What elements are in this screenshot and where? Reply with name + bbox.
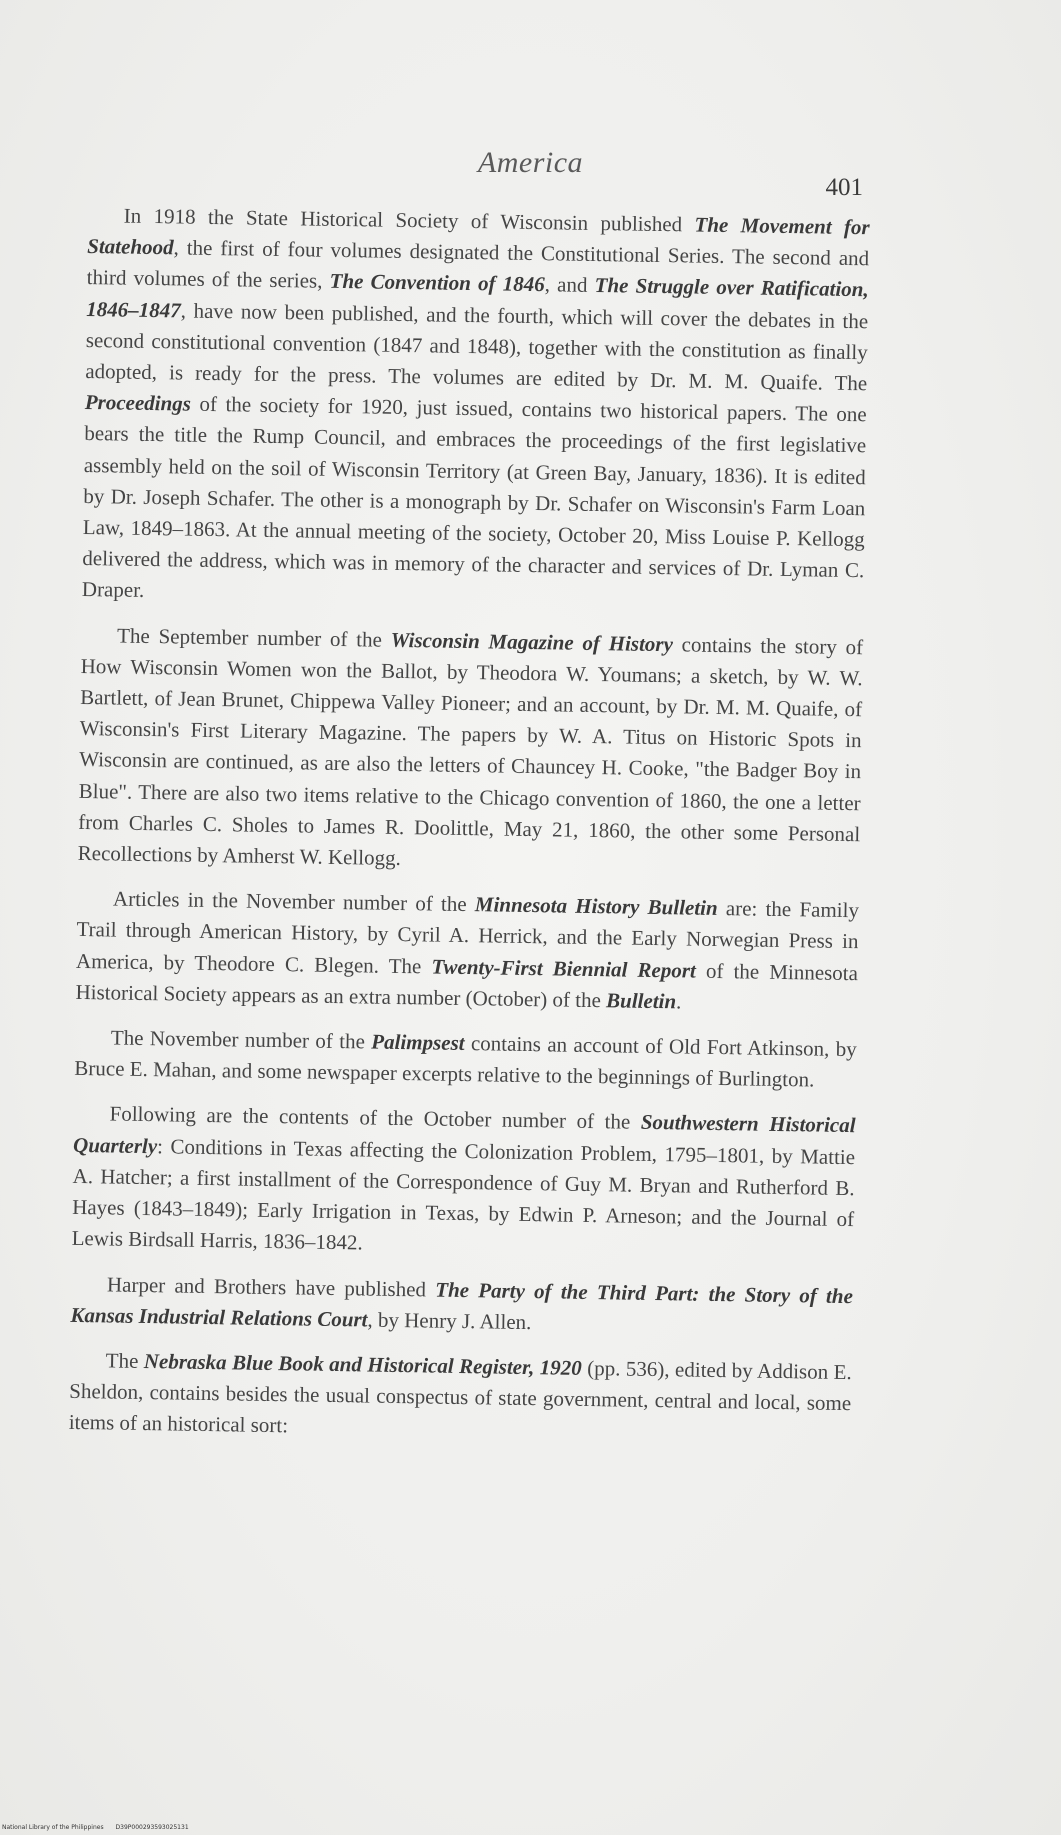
paragraph	[70, 1268, 853, 1343]
text-run: Harper and Brothers have published	[106, 1271, 436, 1302]
text-run: contains the story of How Wisconsin Women won the Ballot, by Theodora W. Youmans; a sketch, by W. W. Bartlett, of Jean Brunet, Chippewa Valley Pioneer; and an account, by Dr. M. M. Quaife, of Wisconsin's First Literary Magazine. The papers by W. A. Titus on Historic Spots in Wisconsin are continued, as are also the letters of Chauncey H. Cooke, "the Badger Boy in Blue". There are also two items relative to the Chicago convention of 1860, the one a letter from Charles C. Sholes to James R. Doolittle, May 21, 1860, the other some Personal Recollections by Amherst W. Kellogg.	[77, 631, 864, 871]
text-run: of the Minnesota Historical Society appears as an extra number (October) of the	[75, 958, 859, 1013]
paragraph	[77, 620, 863, 882]
paragraph	[69, 1345, 852, 1451]
running-title: America	[477, 146, 584, 179]
paragraph	[82, 200, 870, 618]
title-text: Nebraska Blue Book and Historical Register, 1920	[143, 1348, 582, 1380]
title-text: The Party of the Third Part: the Story of the Kansas Industrial Relations Court	[70, 1277, 854, 1332]
text-run: (pp. 536), edited by Addison E. Sheldon, contains besides the usual conspectus of state government, central and local, some items of an historical sort:	[68, 1355, 852, 1438]
text-run: The	[105, 1348, 145, 1373]
text-run: , by Henry J. Allen.	[367, 1307, 532, 1334]
text-run: : Conditions in Texas affecting the Colonization Problem, 1795–1801, by Mattie A. Hatcher; a first installment of the Correspondence of Guy M. Bryan and Rutherford B. Hayes (1843–1849); Early Irrigation in Texas, by Edwin P. Arneson; and the Journal of Lewis Birdsall Harris, 1836–1842.	[71, 1133, 856, 1255]
page-number: 401	[825, 174, 863, 201]
title-text: Minnesota History Bulletin	[474, 892, 718, 921]
text-run: Articles in the November number of the	[112, 886, 476, 917]
text-run: of the society for 1920, just issued, contains two historical papers. The one bears the title the Rump Council, and embraces the proceedings of the first legislative assembly held on the soil of Wisconsin Territory (at Green Bay, January, 1836). It is edited by Dr. Joseph Schafer. The other is a monograph by Dr. Schafer on Wisconsin's Farm Loan Law, 1849–1863. At the annual meeting of the society, October 20, Miss Louise P. Kellogg delivered the address, which was in memory of the character and services of Dr. Lyman C. Draper.	[81, 391, 867, 603]
title-text: Twenty-First Biennial Report	[431, 954, 697, 983]
scan-credit	[2, 1824, 199, 1831]
paragraph	[71, 1098, 855, 1266]
text-run: are: the Family Trail through American History, by Cyril A. Herrick, and the Early Norwegian Press in America, by Theodore C. Blegen. The	[75, 896, 860, 979]
text-run: Following are the contents of the October number of the	[109, 1101, 642, 1135]
title-text: The Struggle over Ratification, 1846–1847	[86, 273, 869, 323]
library-name: National Library of the Philippines	[2, 1824, 104, 1831]
scan-code: D39P000293593025131	[115, 1824, 189, 1831]
title-text: Wisconsin Magazine of History	[390, 627, 674, 656]
paragraph	[75, 883, 859, 1020]
text-run: , the first of four volumes designated the Constitutional Series. The second and third volumes of the series,	[86, 235, 870, 294]
title-text: Southwestern Historical Quarterly	[72, 1110, 856, 1158]
title-text: Proceedings	[84, 390, 192, 416]
text-run: , and	[544, 272, 595, 298]
text-run: .	[675, 989, 682, 1014]
title-text: The Convention of 1846	[329, 269, 545, 297]
body-text	[68, 200, 870, 1465]
text-run: The September number of the	[116, 623, 391, 652]
title-text: The Movement for Statehood	[87, 212, 870, 260]
text-run: In 1918 the State Historical Society of Wisconsin published	[123, 203, 695, 237]
text-run: , have now been published, and the fourth, which will cover the debates in the second constitutional convention (1847 and 1848), together with the constitution as finally adopted, is ready for the press. The volumes are edited by Dr. M. M. Quaife. The	[85, 298, 869, 396]
title-text: Palimpsest	[371, 1029, 465, 1056]
text-run: contains an account of Old Fort Atkinson, by Bruce E. Mahan, and some newspaper excerpts relative to the beginnings of Burlington.	[74, 1031, 857, 1092]
text-run: The November number of the	[110, 1025, 372, 1054]
title-text: Bulletin	[605, 988, 677, 1014]
paragraph	[74, 1022, 857, 1097]
